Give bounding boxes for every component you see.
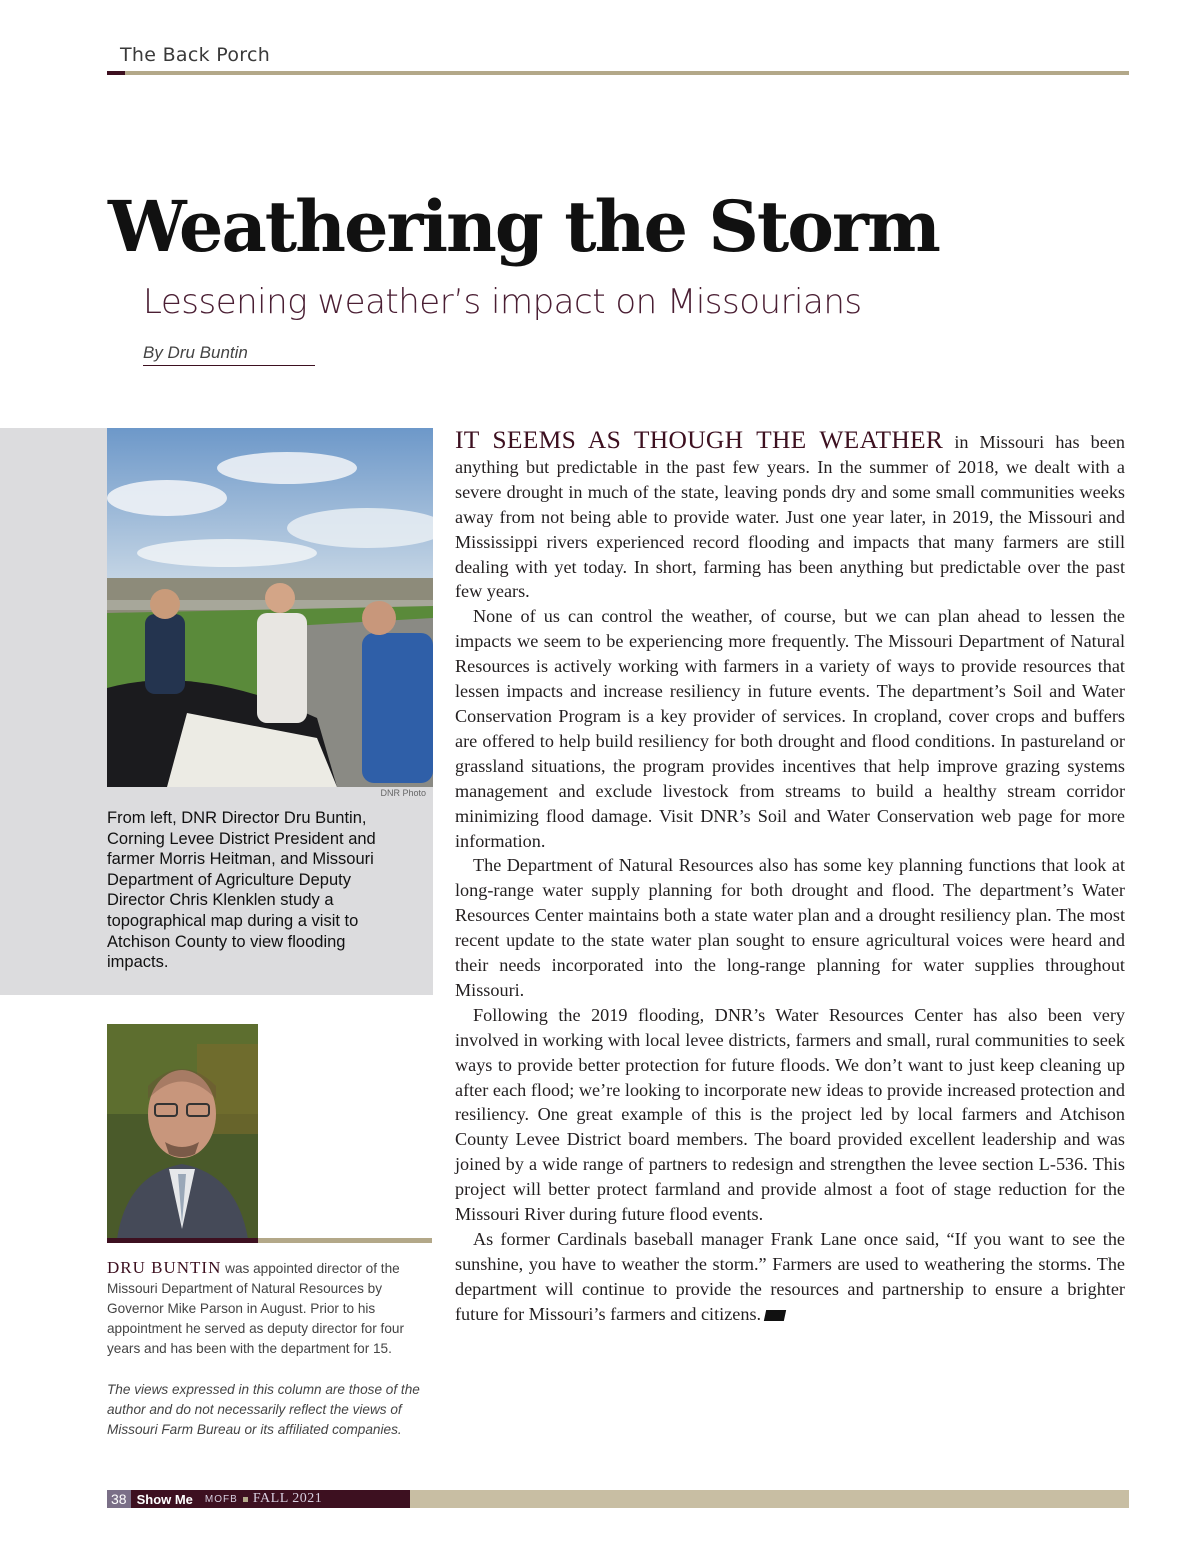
article-title: Weathering the Storm: [108, 185, 939, 268]
footer-bar: [107, 1490, 410, 1508]
issue-season: FALL 2021: [252, 1491, 323, 1506]
separator-square-icon: [243, 1497, 248, 1502]
footer-rule: [410, 1490, 1129, 1508]
magazine-name: Show Me: [136, 1491, 193, 1507]
paragraph-text: in Missouri has been anything but predictable in the past few years. In the summer of 2018, we dealt with a severe drought in much of the state, leaving ponds dry and some small communities weeks away from not being able to provide water. Just one year later, in 2019, the Missouri and Mississippi rivers experienced record flooding and impacts that many farmers are still dealing with yet today. In short, farming has been anything but predictable over the past few years.: [455, 432, 1125, 602]
author-bio: [107, 1258, 433, 1359]
photo-caption: From left, DNR Director Dru Buntin, Corning Levee District President and farmer Morris Heitman, and Missouri Department of Agriculture Deputy Director Chris Klenklen study a topographical map during a visit to Atchison County to view flooding impacts.: [107, 809, 376, 972]
section-label: The Back Porch: [120, 44, 271, 66]
disclaimer: The views expressed in this column are those of the author and do not necessarily reflect the views of Missouri Farm Bureau or its affiliated companies.: [107, 1382, 420, 1437]
org-name: MOFB: [204, 1493, 238, 1505]
article-paragraph: [455, 1227, 1125, 1327]
header-rule: [125, 71, 1129, 75]
article-subtitle: Lessening weather’s impact on Missourians: [143, 282, 862, 322]
author-bio-text: was appointed director of the Missouri Department of Natural Resources by Governor Mike Parson in August. Prior to his appointment he served as deputy director for four years and has been with the department for 15.: [107, 1261, 404, 1356]
article-paragraph: The Department of Natural Resources also has some key planning functions that look at long-range water supply planning for both drought and flood. The department’s Water Resources Center maintains both a state water plan and a drought resiliency plan. The most recent update to the state water plan sought to ensure agricultural voices were heard and their needs incorporated into the long-range planning for water supplies throughout Missouri.: [455, 855, 1125, 1000]
article-paragraph: None of us can control the weather, of course, but we can plan ahead to lessen the impacts we seem to be experiencing more frequently. The Missouri Department of Natural Resources is actively working with farmers in a variety of ways to provide resources that lessen impacts and increase resiliency in future events. The department’s Soil and Water Conservation Program is a key provider of services. In cropland, cover crops and buffers are offered to help build resiliency for both drought and flood conditions. In pastureland or grassland situations, the program provides incentives that help improve grazing systems management and exclude livestock from streams to build a healthy stream corridor minimizing flood damage. Visit DNR’s Soil and Water Conservation web page for more information.: [455, 606, 1125, 851]
bio-rule-accent: [107, 1238, 258, 1243]
paragraph-text: As former Cardinals baseball manager Frank Lane once said, “If you want to see the sunshine, you have to weather the storm.” Farmers are used to weathering the storms. The department will continue to provide the resources and partnership to ensure a brighter future for Missouri’s farmers and citizens.: [455, 1229, 1125, 1324]
author-portrait: [107, 1024, 258, 1239]
article-paragraph: Following the 2019 flooding, DNR’s Water Resources Center has also been very involved in working with local levee districts, farmers and small, rural communities to seek ways to provide better protection for future floods. We don’t want to just keep cleaning up after each flood; we’re looking to incorporate new ideas to provide increased protection and resiliency. One great example of this is the project led by local farmers and Atchison County Levee District board members. The board provided excellent leadership and was joined by a wide range of partners to redesign and strengthen the levee section L-536. This project will better protect farmland and provide almost a foot of stage reduction for the Missouri River during future flood events.: [455, 1004, 1125, 1225]
article-paragraph: [455, 425, 1125, 604]
header-rule-accent: [107, 71, 125, 75]
photo-credit: DNR Photo: [380, 788, 426, 798]
bio-rule: [258, 1238, 432, 1243]
mofb-end-mark-icon: [764, 1310, 786, 1321]
lead-in: IT SEEMS AS THOUGH THE WEATHER: [455, 425, 944, 454]
levee-visit-photo: [107, 428, 433, 787]
byline: By Dru Buntin: [143, 343, 315, 366]
article-body: [455, 425, 1125, 1327]
page-number: 38: [107, 1490, 131, 1508]
author-name: DRU BUNTIN: [107, 1258, 222, 1277]
